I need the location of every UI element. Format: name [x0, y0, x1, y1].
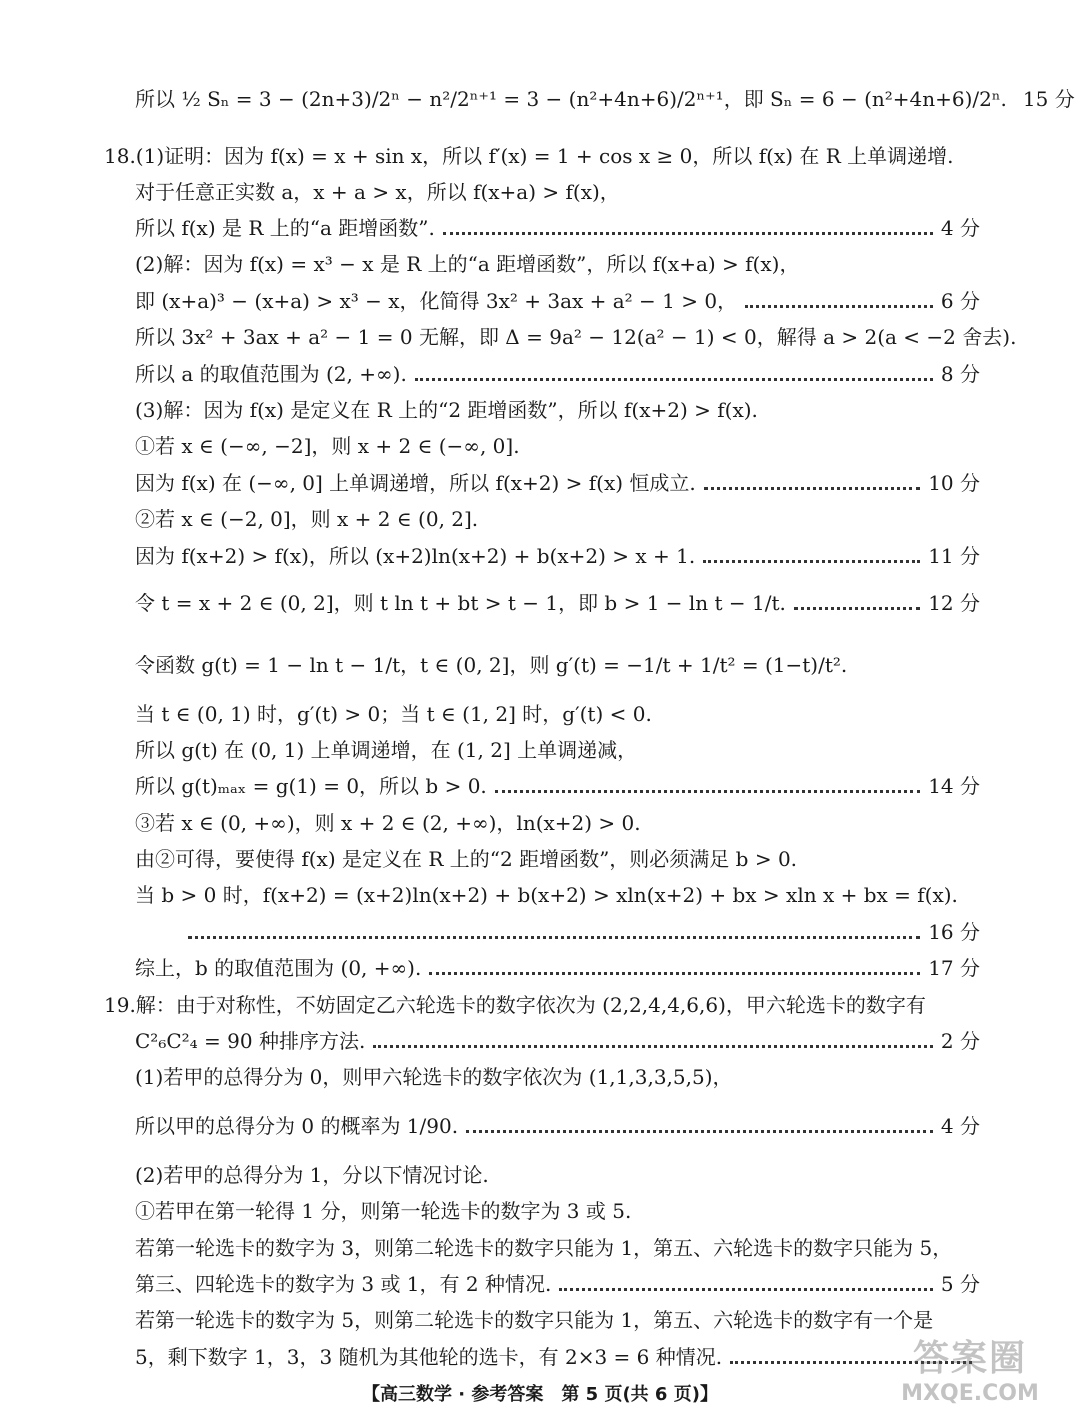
- line-10: ①若 x ∈ (−∞, −2]，则 x + 2 ∈ (−∞, 0].: [135, 434, 520, 458]
- line-29: ①若甲在第一轮得 1 分，则第一轮选卡的数字为 3 或 5.: [135, 1199, 632, 1223]
- line-24: 19.解：由于对称性，不妨固定乙六轮选卡的数字依次为 (2,2,4,4,6,6)，甲六轮选卡的数字有: [104, 993, 926, 1017]
- line-16: 当 t ∈ (0, 1) 时，g′(t) > 0；当 t ∈ (1, 2] 时，g′(t) < 0.: [135, 702, 652, 726]
- line-32: 若第一轮选卡的数字为 5，则第二轮选卡的数字只能为 1，第五、六轮选卡的数字有一个是: [135, 1308, 934, 1332]
- line-23: 综上，b 的取值范围为 (0, +∞). 17 分: [135, 956, 980, 980]
- line-27: 所以甲的总得分为 0 的概率为 1/90. 4 分: [135, 1114, 980, 1138]
- line-3: 对于任意正实数 a，x + a > x，所以 f(x+a) > f(x)，: [135, 180, 620, 204]
- line-17: 所以 g(t) 在 (0, 1) 上单调递增，在 (1, 2] 上单调递减，: [135, 738, 638, 762]
- line-14: 令 t = x + 2 ∈ (0, 2]，则 t ln t + bt > t − 1，即 b > 1 − ln t − 1/t. 12 分: [135, 591, 980, 615]
- line-12: ②若 x ∈ (−2, 0]，则 x + 2 ∈ (0, 2].: [135, 507, 479, 531]
- line-30: 若第一轮选卡的数字为 3，则第二轮选卡的数字只能为 1，第五、六轮选卡的数字只能为 5，: [135, 1236, 953, 1260]
- line-20: 由②可得，要使得 f(x) 是定义在 R 上的“2 距增函数”，则必须满足 b > 0.: [135, 847, 798, 871]
- line-19: ③若 x ∈ (0, +∞)，则 x + 2 ∈ (2, +∞)，ln(x+2) > 0.: [135, 811, 641, 835]
- line-9: (3)解：因为 f(x) 是定义在 R 上的“2 距增函数”，所以 f(x+2) > f(x).: [135, 398, 758, 422]
- line-15: 令函数 g(t) = 1 − ln t − 1/t，t ∈ (0, 2]，则 g′(t) = −1/t + 1/t² = (1−t)/t².: [135, 653, 848, 677]
- line-5: (2)解：因为 f(x) = x³ − x 是 R 上的“a 距增函数”，所以 f(x+a) > f(x)，: [135, 252, 800, 276]
- page-footer: 【高三数学 · 参考答案 第 5 页(共 6 页)】: [362, 1384, 718, 1405]
- line-25: C²₆C²₄ = 90 种排序方法. 2 分: [135, 1029, 980, 1053]
- line-33: 5，剩下数字 1，3，3 随机为其他轮的选卡，有 2×3 = 6 种情况.: [135, 1344, 980, 1370]
- line-8: 所以 a 的取值范围为 (2, +∞). 8 分: [135, 362, 980, 386]
- line-6: 即 (x+a)³ − (x+a) > x³ − x，化简得 3x² + 3ax + a² − 1 > 0， 6 分: [135, 289, 980, 313]
- line-13: 因为 f(x+2) > f(x)，所以 (x+2)ln(x+2) + b(x+2) > x + 1. 11 分: [135, 544, 980, 568]
- watermark-url: MXQE.COM: [901, 1381, 1039, 1406]
- line-4: 所以 f(x) 是 R 上的“a 距增函数”. 4 分: [135, 216, 980, 240]
- line-11: 因为 f(x) 在 (−∞, 0] 上单调递增，所以 f(x+2) > f(x) 恒成立. 10 分: [135, 471, 980, 495]
- line-7: 所以 3x² + 3ax + a² − 1 = 0 无解，即 Δ = 9a² − 12(a² − 1) < 0，解得 a > 2(a < −2 舍去).: [135, 325, 1017, 349]
- line-18: 所以 g(t)ₘₐₓ = g(1) = 0，所以 b > 0. 14 分: [135, 774, 980, 798]
- line-28: (2)若甲的总得分为 1，分以下情况讨论.: [135, 1163, 489, 1187]
- line-2: 18.(1)证明：因为 f(x) = x + sin x，所以 f′(x) = 1 + cos x ≥ 0，所以 f(x) 在 R 上单调递增.: [104, 144, 954, 168]
- line-31: 第三、四轮选卡的数字为 3 或 1，有 2 种情况. 5 分: [135, 1272, 980, 1296]
- line-22: 16 分: [180, 919, 980, 945]
- line-26: (1)若甲的总得分为 0，则甲六轮选卡的数字依次为 (1,1,3,3,5,5)，: [135, 1065, 733, 1089]
- line-1: 所以 ½ Sₙ = 3 − (2n+3)/2ⁿ − n²/2ⁿ⁺¹ = 3 − (n²+4n+6)/2ⁿ⁺¹，即 Sₙ = 6 − (n²+4n+6)/2ⁿ. 15 分: [135, 87, 1075, 111]
- watermark-logo: 答案圈: [912, 1338, 1027, 1379]
- line-21: 当 b > 0 时，f(x+2) = (x+2)ln(x+2) + b(x+2) > xln(x+2) + bx > xln x + bx = f(x).: [135, 883, 958, 907]
- watermark: [880, 1330, 1060, 1406]
